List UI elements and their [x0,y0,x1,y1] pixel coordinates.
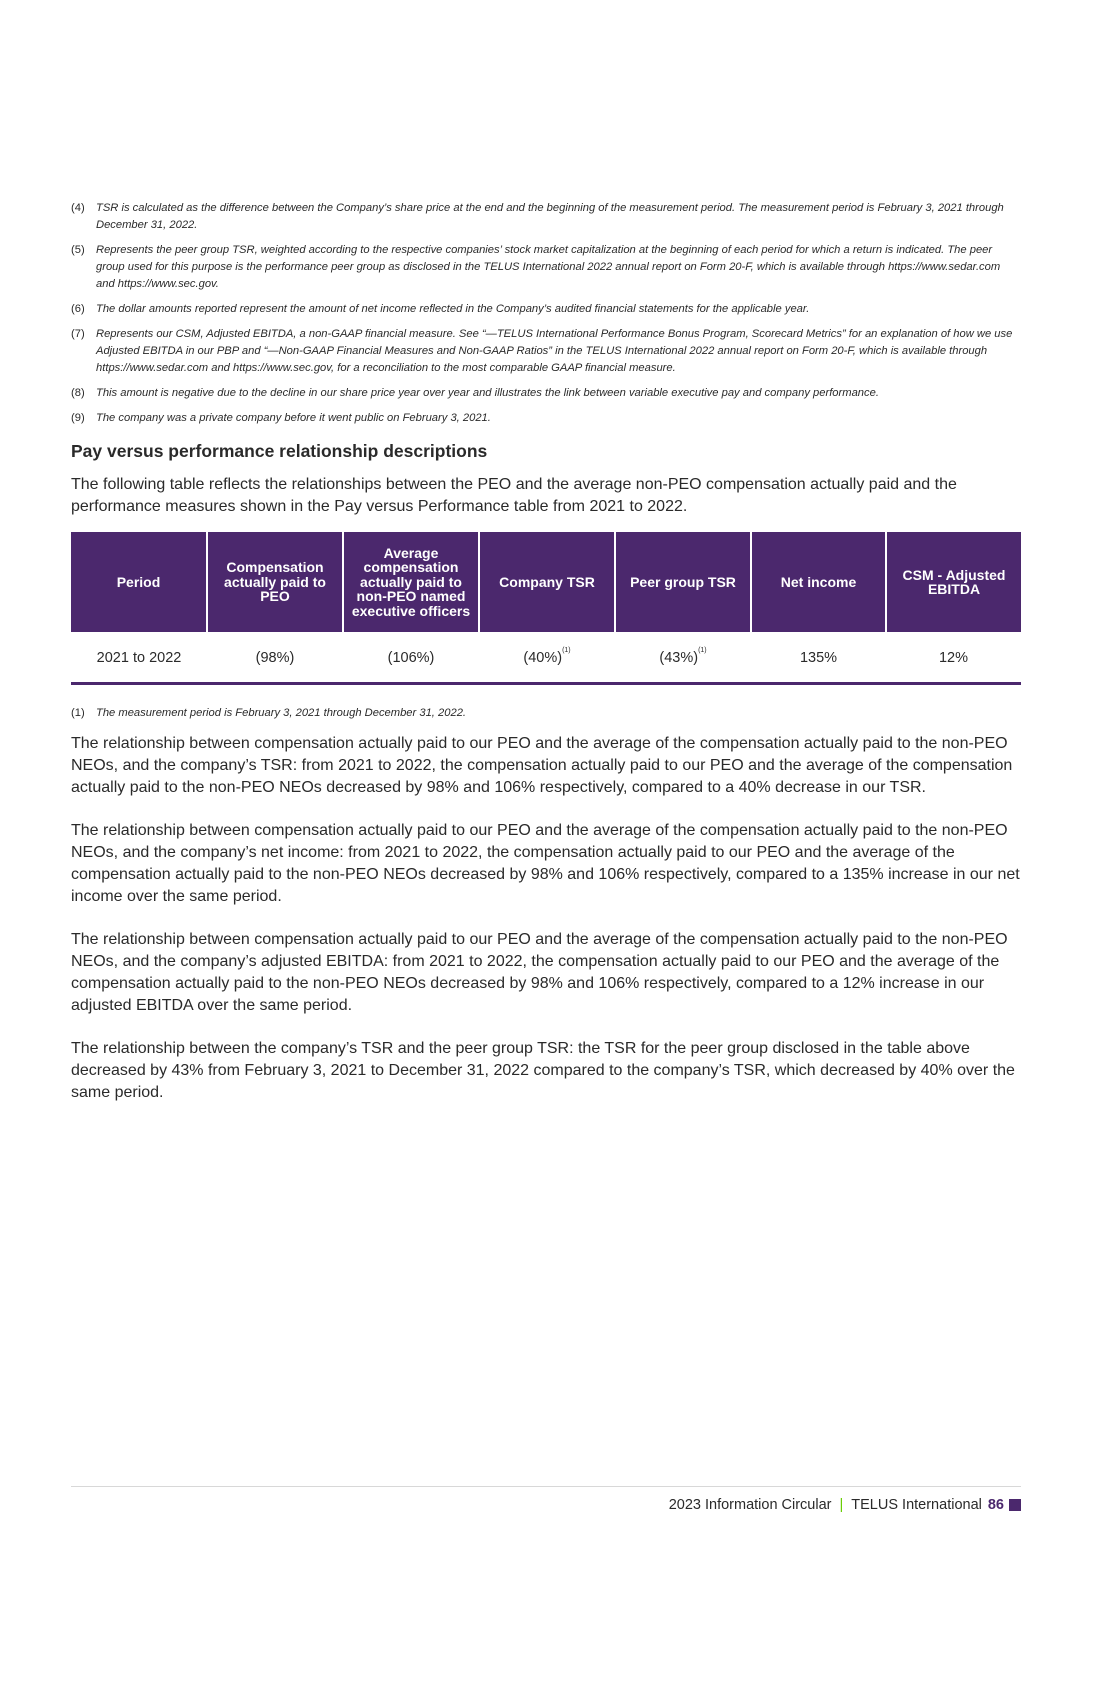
header-adj-ebitda: CSM - Adjusted EBITDA [886,532,1021,633]
table-footnote [71,707,1021,719]
table-row [71,633,1021,684]
relationship-paragraph-net-income: The relationship between compensation actually paid to our PEO and the average of the compensation actually paid to the non-PEO NEOs, and the company’s net income: from 2021 to 2022, the compensation actually paid to our PEO and the average of the compensation actually paid to the non-PEO NEOs decreased by 98% and 106% respectively, compared to a 135% increase in our net income over the same period. [71,822,1020,905]
peer-tsr-note-ref: (1) [698,647,707,654]
footnote-text: Represents the peer group TSR, weighted according to the respective companies’ stock market capitalization at the beginning of each period for which a return is indicated. The peer group used for this purpose is the performance peer group as disclosed in the TELUS International 2022 annual report on Form 20-F, which is available through https://www.sedar.com and https://www.sec.gov. [96,244,1001,290]
brand-square-icon [1009,1499,1021,1511]
footnote [71,385,1021,402]
cell-period: 2021 to 2022 [71,633,207,684]
footnotes [71,200,1021,427]
footnote-number: (4) [71,202,85,214]
footnote-number: (9) [71,412,85,424]
footnote-text: This amount is negative due to the decline in our share price year over year and illustrates the link between variable executive pay and company performance. [96,387,879,399]
cell-net-income: 135% [751,633,886,684]
footnote [71,242,1021,293]
cell-company-tsr [479,633,615,684]
header-peer-tsr: Peer group TSR [615,532,751,633]
footer-divider [71,1486,1021,1487]
header-peo-cap: Compensation actually paid to PEO [207,532,343,633]
footnote-number: (6) [71,303,85,315]
cell-peer-tsr [615,633,751,684]
company-tsr-note-ref: (1) [562,647,571,654]
header-net-income: Net income [751,532,886,633]
footer-page-number: 86 [987,1497,1004,1513]
footnote-number: (5) [71,244,85,256]
footnote-text: TSR is calculated as the difference between the Company’s share price at the end and the beginning of the measurement period. The measurement period is February 3, 2021 through December 31, 2022. [96,202,1004,231]
relationship-paragraph-adj-ebitda: The relationship between compensation actually paid to our PEO and the average of the compensation actually paid to the non-PEO NEOs, and the company’s adjusted EBITDA: from 2021 to 2022, the compensation actually paid to our PEO and the average of the compensation actually paid to the non-PEO NEOs decreased by 98% and 106% respectively, compared to a 12% increase in our adjusted EBITDA over the same period. [71,931,1008,1014]
footnote [71,326,1021,377]
table-header-row [71,532,1021,633]
relationship-paragraph-peer-tsr: The relationship between the company’s TSR and the peer group TSR: the TSR for the peer group disclosed in the table above decreased by 43% from February 3, 2021 to December 31, 2022 compared to the company’s TSR, which decreased by 40% over the same period. [71,1040,1015,1101]
peer-tsr-value: (43%) [659,650,699,666]
footnote [71,200,1021,234]
page-content [71,200,1021,1125]
footer-company: TELUS International [851,1497,982,1513]
footnote [71,301,1021,318]
footer-separator: | [839,1497,844,1513]
footnote-number: (8) [71,387,85,399]
section-heading: Pay versus performance relationship descriptions [71,441,488,461]
cell-adj-ebitda: 12% [886,633,1021,684]
section-intro: The following table reflects the relationships between the PEO and the average non-PEO compensation actually paid and the performance measures shown in the Pay versus Performance table from 2021 to 2022. [71,476,957,515]
footnote-text: Represents our CSM, Adjusted EBITDA, a non-GAAP financial measure. See “—TELUS International Performance Bonus Program, Scorecard Metrics” for an explanation of how we use Adjusted EBITDA in our PBP and “—Non-GAAP Financial Measures and Non-GAAP Ratios” in the TELUS International 2022 annual report on Form 20-F, which is available through https://www.sedar.com and https://www.sec.gov, for a reconciliation to the most comparable GAAP financial measure. [96,328,1013,374]
relationship-paragraph-tsr: The relationship between compensation actually paid to our PEO and the average of the compensation actually paid to the non-PEO NEOs, and the company’s TSR: from 2021 to 2022, the compensation actually paid to our PEO and the average of the compensation actually paid to the non-PEO NEOs decreased by 98% and 106% respectively, compared to a 40% decrease in our TSR. [71,735,1013,796]
page-footer [669,1497,1021,1513]
footer-doc-title: 2023 Information Circular [668,1497,832,1513]
footnote-text: The dollar amounts reported represent the amount of net income reflected in the Company’s audited financial statements for the applicable year. [96,303,810,315]
header-period: Period [71,532,207,633]
table-footnote-text: The measurement period is February 3, 2021 through December 31, 2022. [96,707,467,719]
company-tsr-value: (40%) [523,650,563,666]
footnote [71,410,1021,427]
header-non-peo-cap: Average compensation actually paid to non-PEO named executive officers [343,532,479,633]
footnote-number: (7) [71,328,85,340]
table-footnote-number: (1) [71,707,85,719]
cell-non-peo-cap: (106%) [343,633,479,684]
header-company-tsr: Company TSR [479,532,615,633]
pay-versus-performance-table [71,532,1021,685]
footnote-text: The company was a private company before it went public on February 3, 2021. [96,412,491,424]
cell-peo-cap: (98%) [207,633,343,684]
